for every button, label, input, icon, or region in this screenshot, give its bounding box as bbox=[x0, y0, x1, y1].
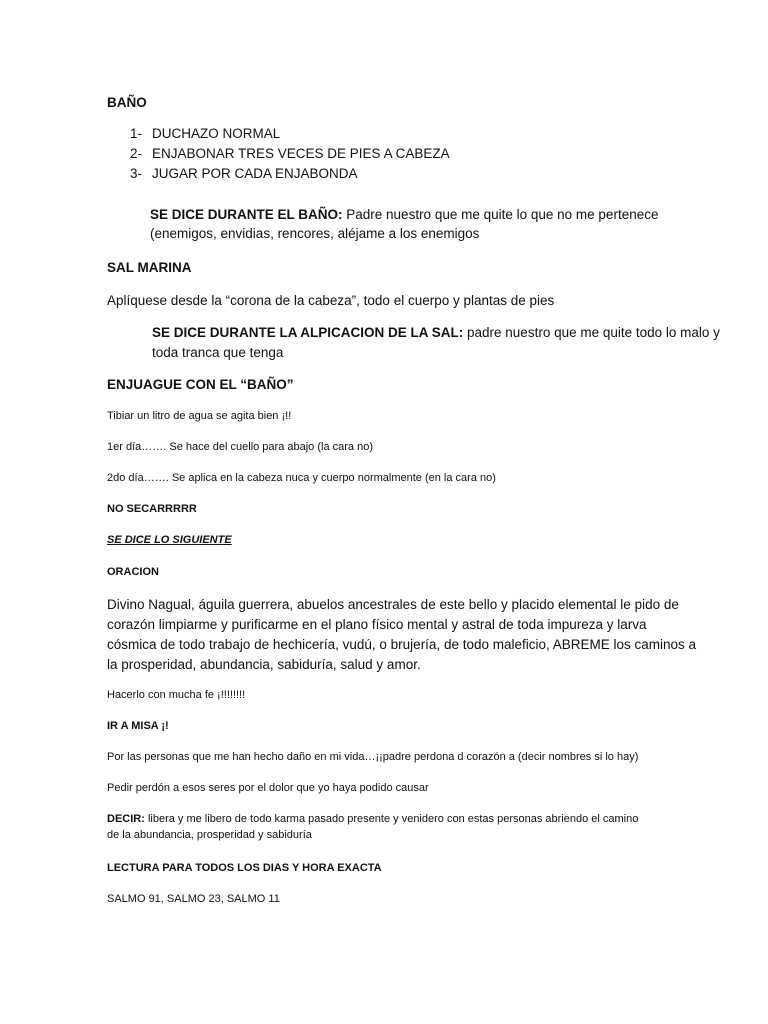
hacerlo-line: Hacerlo con mucha fe ¡!!!!!!!! bbox=[107, 689, 246, 701]
oracion-line: corazón limpiarme y purificarme en el plano físico mental y astral de toda impureza y larva bbox=[107, 617, 647, 632]
dia2-line: 2do día……. Se aplica en la cabeza nuca y cuerpo normalmente (en la cara no) bbox=[107, 472, 496, 484]
por-personas-line: Por las personas que me han hecho daño en mi vida…¡¡padre perdona d corazón a (decir nombres si lo hay) bbox=[107, 751, 639, 763]
bano-prayer-text: Padre nuestro que me quite lo que no me pertenece bbox=[342, 207, 659, 222]
step-number: 2- bbox=[130, 146, 143, 161]
oracion-line: Divino Nagual, águila guerrera, abuelos ancestrales de este bello y placido elemental le pido de bbox=[107, 597, 679, 612]
bano-prayer-label: SE DICE DURANTE EL BAÑO: bbox=[150, 207, 343, 222]
oracion-line: cósmica de todo trabajo de hechicería, vudú, o brujería, de todo maleficio, ABREME los caminos a bbox=[107, 637, 697, 652]
step-text: JUGAR POR CADA ENJABONDA bbox=[152, 166, 358, 181]
oracion-title: ORACION bbox=[107, 566, 159, 578]
no-secar: NO SECARRRRR bbox=[107, 503, 197, 515]
pedir-perdon-line: Pedir perdón a esos seres por el dolor que yo haya podido causar bbox=[107, 782, 429, 794]
ir-a-misa: IR A MISA ¡! bbox=[107, 720, 169, 732]
decir-text: libera y me libero de todo karma pasado presente y venidero con estas personas abriendo el camino bbox=[144, 813, 639, 825]
salmos-line: SALMO 91, SALMO 23, SALMO 11 bbox=[107, 893, 280, 905]
tibiar-line: Tibiar un litro de agua se agita bien ¡!! bbox=[107, 410, 292, 422]
bano-prayer-line1 bbox=[150, 208, 658, 222]
sal-instruction: Aplíquese desde la “corona de la cabeza”, todo el cuerpo y plantas de pies bbox=[107, 293, 555, 308]
dia1-line: 1er día……. Se hace del cuello para abajo (la cara no) bbox=[107, 441, 373, 453]
decir-line1 bbox=[107, 814, 638, 825]
heading-enjuague: ENJUAGUE CON EL “BAÑO” bbox=[107, 377, 294, 392]
sal-prayer-label: SE DICE DURANTE LA ALPICACION DE LA SAL: bbox=[152, 325, 464, 340]
lectura-heading: LECTURA PARA TODOS LOS DIAS Y HORA EXACTA bbox=[107, 862, 382, 874]
decir-line2: de la abundancia, prosperidad y sabiduría bbox=[107, 829, 312, 841]
decir-label: DECIR: bbox=[107, 813, 145, 825]
step-number: 3- bbox=[130, 166, 143, 181]
se-dice-heading: SE DICE LO SIGUIENTE bbox=[107, 534, 232, 546]
oracion-line: la prosperidad, abundancia, sabiduría, salud y amor. bbox=[107, 657, 421, 672]
bano-prayer-line2: (enemigos, envidias, rencores, aléjame a los enemigos bbox=[150, 226, 480, 241]
heading-sal-marina: SAL MARINA bbox=[107, 260, 192, 275]
step-number: 1- bbox=[130, 126, 143, 141]
step-text: DUCHAZO NORMAL bbox=[152, 126, 281, 141]
sal-prayer-text: padre nuestro que me quite todo lo malo y bbox=[463, 325, 720, 340]
sal-prayer-line2: toda tranca que tenga bbox=[152, 345, 284, 360]
step-text: ENJABONAR TRES VECES DE PIES A CABEZA bbox=[152, 146, 450, 161]
sal-prayer-line1 bbox=[152, 326, 720, 340]
heading-bano: BAÑO bbox=[107, 95, 147, 110]
